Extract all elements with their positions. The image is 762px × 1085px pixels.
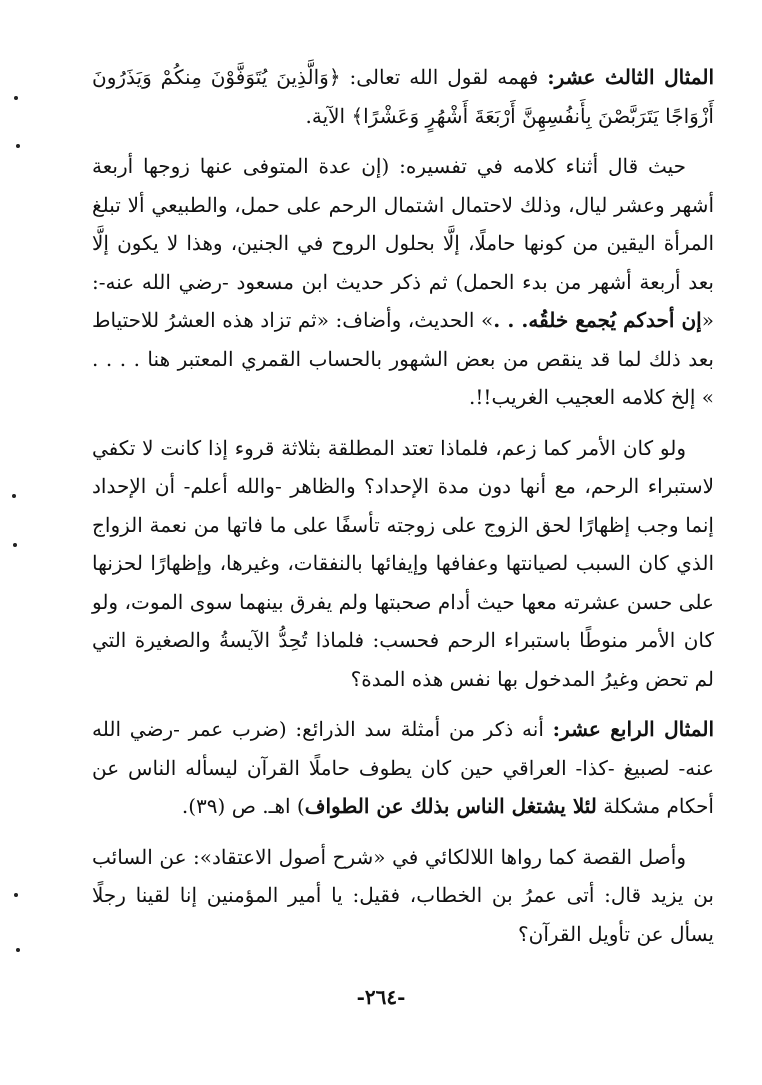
margin-speck: [12, 494, 16, 498]
quran-verse: ﴿وَالَّذِينَ يُتَوَفَّوْنَ مِنكُمْ وَيَذَرُونَ أَزْوَاجًا يَتَرَبَّصْنَ بِأَنفُسِهِنَّ أَرْبَعَةَ أَشْهُرٍ وَعَشْرًا﴾: [92, 65, 714, 128]
example-heading: المثال الرابع عشر:: [552, 717, 714, 741]
paragraph-rebuttal: [92, 429, 714, 699]
margin-speck: [16, 948, 20, 952]
paragraph-story-origin: [92, 838, 714, 954]
paragraph-text: ) اهـ. ص (٣٩).: [181, 794, 305, 818]
paragraph-text: أنه ذكر من أمثلة سد الذرائع: (ضرب عمر -رضي الله عنه- لصبيغ -كذا- العراقي حين كان يطوف حاملًا القرآن ليسأله الناس عن أحكام مشكلة: [92, 717, 714, 818]
example-heading: المثال الثالث عشر:: [547, 65, 715, 89]
paragraph-tafsir-quote: [92, 147, 714, 417]
document-page: [92, 58, 714, 965]
hadith-quote: إن أحدكم يُجمع خلقُه. . .: [493, 308, 702, 332]
paragraph-example-13: [92, 58, 714, 135]
margin-speck: [16, 144, 20, 148]
margin-speck: [14, 893, 18, 897]
paragraph-text: الآية.: [305, 103, 352, 128]
paragraph-text: فهمه لقول الله تعالى:: [340, 65, 548, 89]
paragraph-example-14: [92, 710, 714, 826]
paragraph-text: وأصل القصة كما رواها اللالكائي في «شرح أصول الاعتقاد»: عن السائب بن يزيد قال: أتى عمرُ بن الخطاب، فقيل: يا أمير المؤمنين إنا لقينا رجلًا يسأل عن تأويل القرآن؟: [92, 844, 714, 946]
paragraph-text: حيث قال أثناء كلامه في تفسيره: (إن عدة المتوفى عنها زوجها أربعة أشهر وعشر ليال، وذلك لاحتمال اشتمال الرحم على حمل، والطبيعي ألا تبلغ المرأة اليقين من كونها حاملًا، إلَّا بحلول الروح في الجنين، وهذا لا يكون إلَّا بعد أربعة أشهر من بدء الحمل) ثم ذكر حديث ابن مسعود -رضي الله عنه-: «: [92, 154, 715, 332]
paragraph-text: » الحديث، وأضاف: «ثم تزاد هذه العشرُ للاحتياط بعد ذلك لما قد ينقص من بعض الشهور بالحساب القمري المعتبر هنا . . . . » إلخ كلامه العجيب الغريب!!.: [92, 308, 714, 409]
bold-phrase: لئلا يشتغل الناس بذلك عن الطواف: [304, 794, 597, 818]
margin-speck: [14, 96, 18, 100]
paragraph-text: ولو كان الأمر كما زعم، فلماذا تعتد المطلقة بثلاثة قروء إذا كانت لا تكفي لاستبراء الرحم، مع أنها دون مدة الإحداد؟ والظاهر -والله أعلم- أن الإحداد إنما وجب إظهارًا لحق الزوج على زوجته تأسفًا على ما فاتها من نعمة الزواج الذي كان السبب لصيانتها وعفافها وإيفائها بالنفقات، وغيرها، وإظهارًا لحزنها على حسن عشرته معها حيث أدام صحبتها ولم يفرق بينهما سوى الموت، ولو كان الأمر منوطًا باستبراء الرحم فحسب: فلماذا تُحِدُّ الآيسةُ والصغيرة التي لم تحض وغيرُ المدخول بها نفس هذه المدة؟: [92, 435, 714, 691]
margin-speck: [13, 543, 17, 547]
page-number: -٢٦٤-: [356, 985, 406, 1009]
